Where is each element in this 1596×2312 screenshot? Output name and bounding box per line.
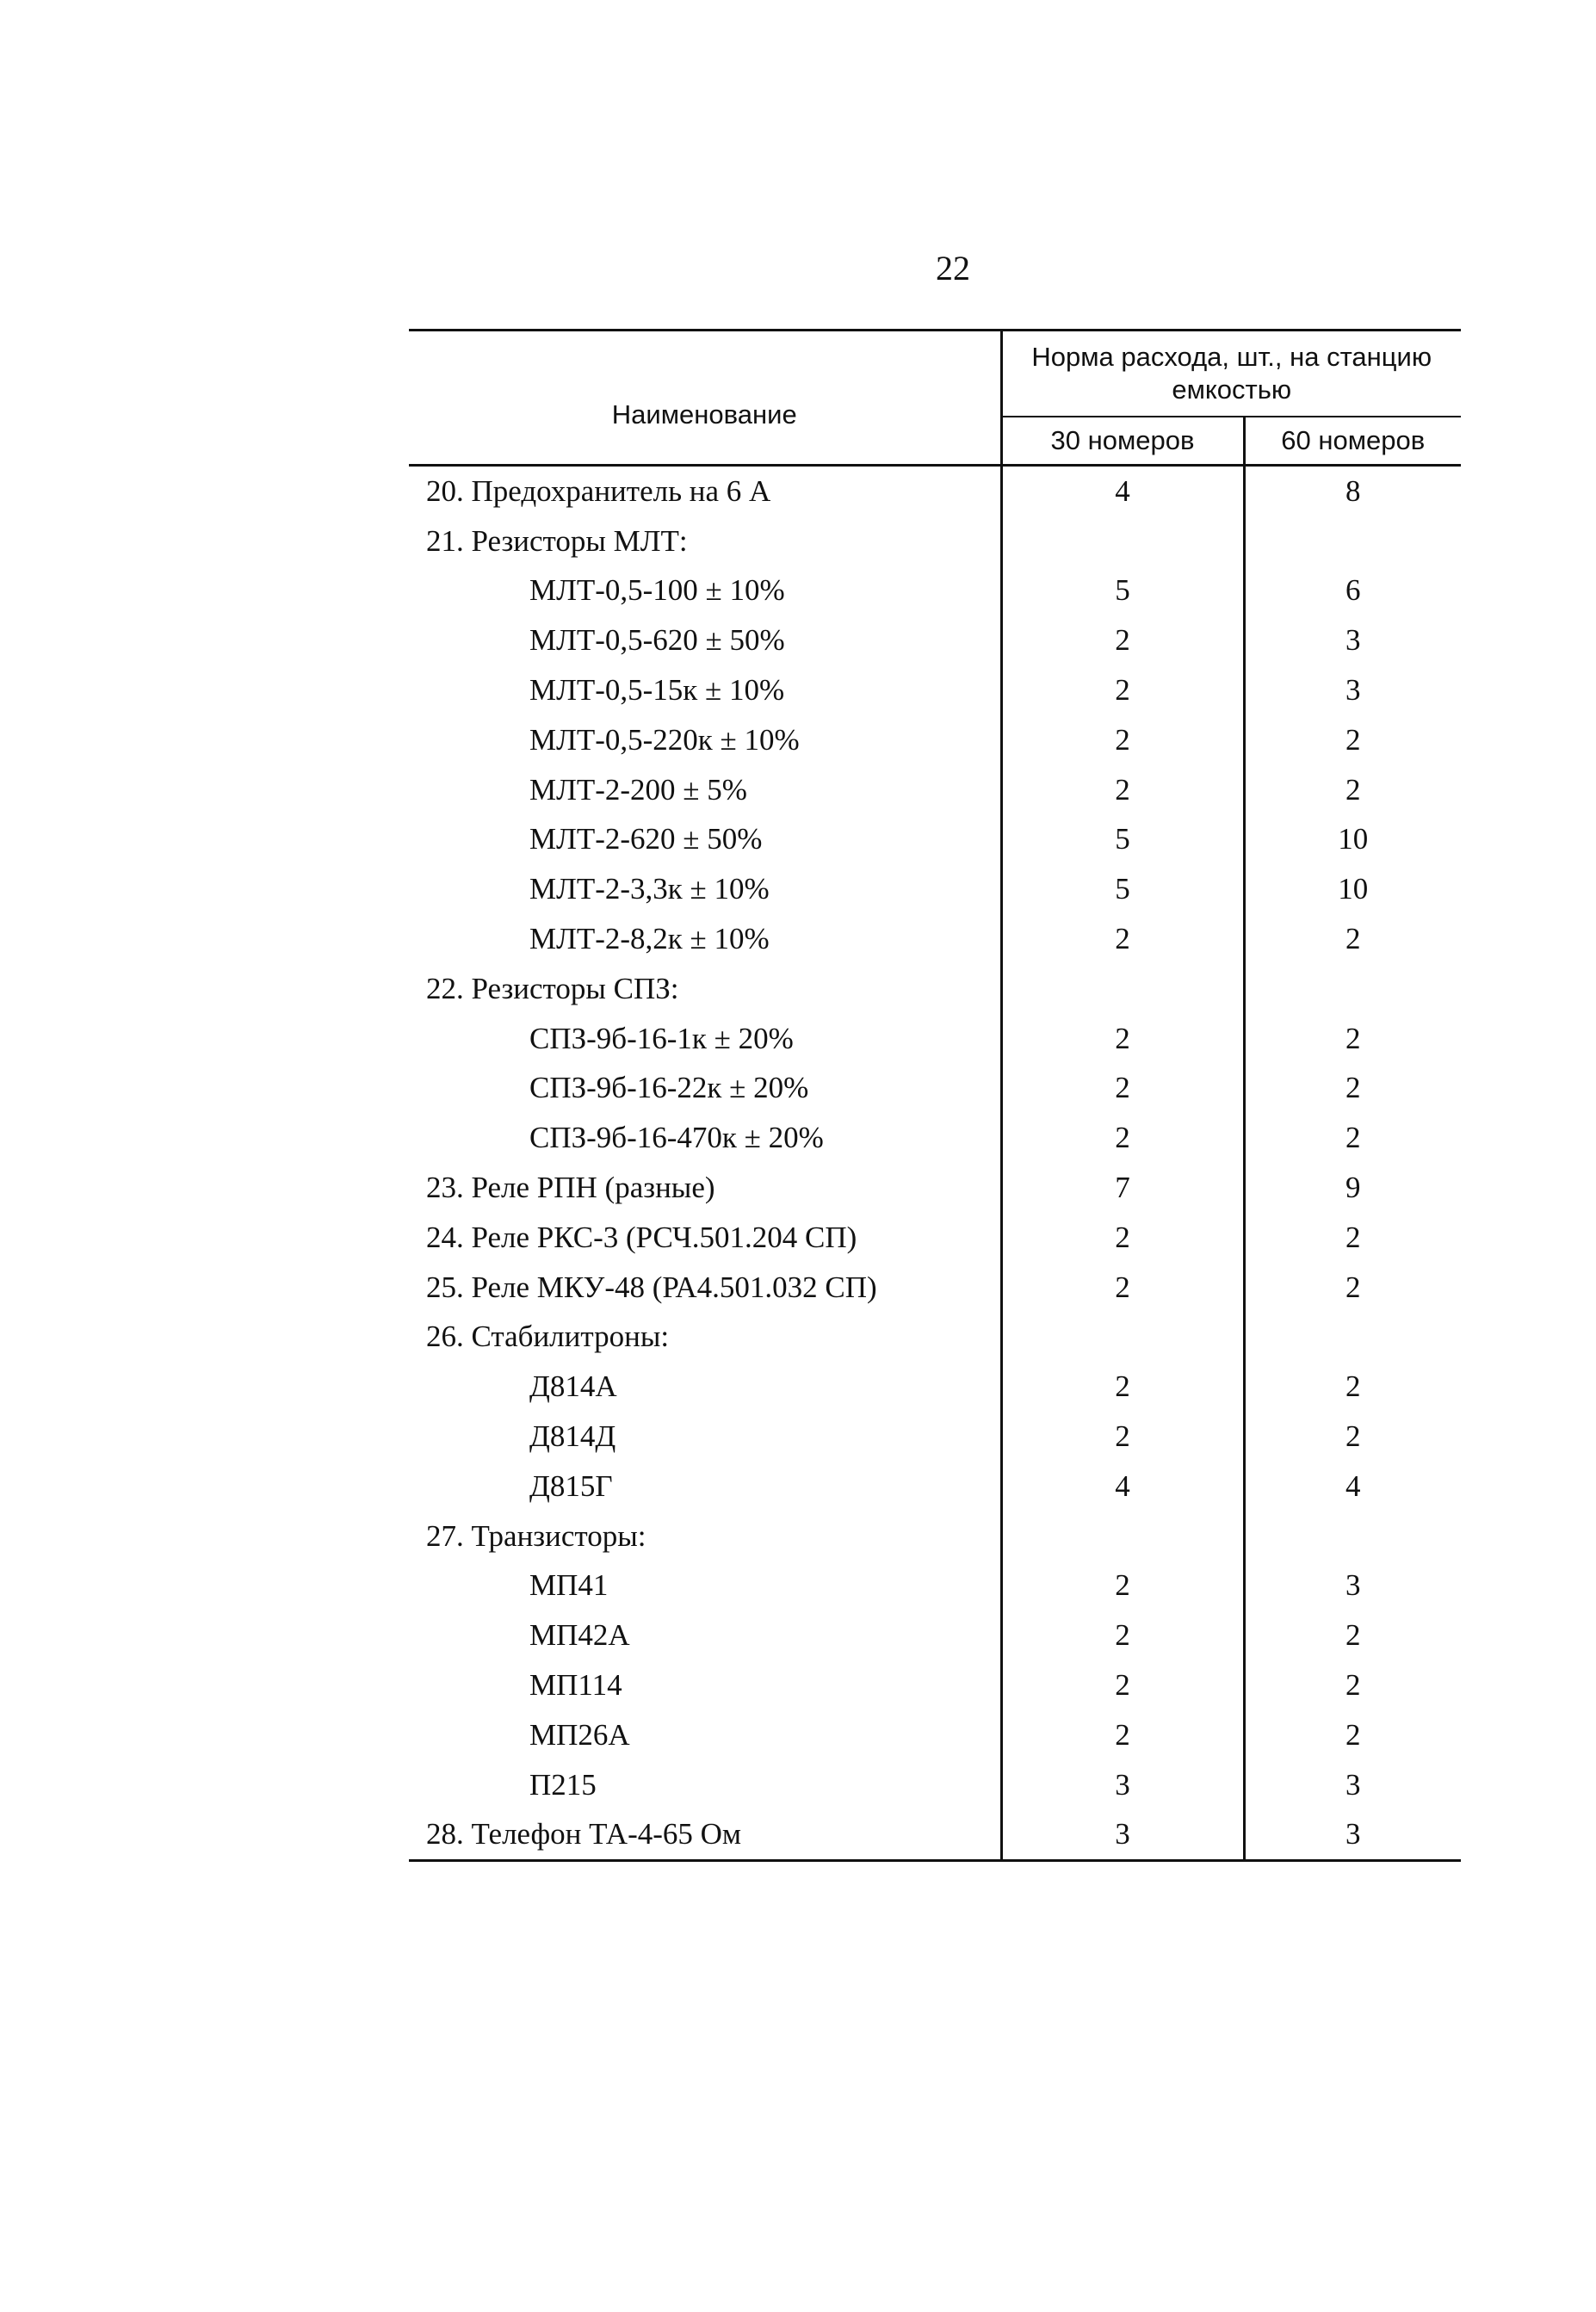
- item-name: 28. Телефон ТА-4-65 Ом: [409, 1810, 1001, 1861]
- item-name: МЛТ-2-200 ± 5%: [529, 772, 747, 807]
- item-name: 27. Транзисторы:: [426, 1518, 646, 1553]
- item-name: МП42А: [529, 1618, 630, 1653]
- table-row: [409, 864, 1461, 914]
- qty-60-numbers: 9: [1244, 1163, 1461, 1213]
- qty-60-numbers: 10: [1244, 815, 1461, 865]
- qty-30-numbers: 2: [1001, 1263, 1244, 1313]
- table-row: [409, 765, 1461, 815]
- qty-60-numbers: [1244, 516, 1461, 566]
- qty-60-numbers: 2: [1244, 1362, 1461, 1412]
- qty-60-numbers: [1244, 1511, 1461, 1561]
- table-row: [409, 1462, 1461, 1511]
- qty-30-numbers: [1001, 516, 1244, 566]
- table-row: [409, 1263, 1461, 1313]
- table-row: [409, 715, 1461, 765]
- header-60-numbers: 60 номеров: [1244, 417, 1461, 466]
- qty-60-numbers: 2: [1244, 765, 1461, 815]
- item-name: МЛТ-0,5-15к ± 10%: [529, 673, 785, 708]
- qty-30-numbers: [1001, 1511, 1244, 1561]
- item-name: СПЗ-9б-16-22к ± 20%: [529, 1071, 809, 1105]
- qty-30-numbers: 2: [1001, 1660, 1244, 1710]
- qty-30-numbers: 2: [1001, 1113, 1244, 1163]
- item-name: 20. Предохранитель на 6 А: [426, 473, 771, 508]
- item-name: МП26А: [529, 1717, 630, 1752]
- item-name: МП41: [529, 1568, 609, 1603]
- item-name: МЛТ-0,5-100 ± 10%: [529, 573, 785, 608]
- table-row: [409, 516, 1461, 566]
- qty-60-numbers: 2: [1244, 1064, 1461, 1114]
- table-header: [409, 331, 1461, 466]
- qty-60-numbers: 2: [1244, 1610, 1461, 1660]
- qty-30-numbers: 2: [1001, 765, 1244, 815]
- qty-30-numbers: 5: [1001, 815, 1244, 865]
- item-name: МЛТ-0,5-620 ± 50%: [529, 623, 785, 658]
- qty-60-numbers: 6: [1244, 566, 1461, 616]
- qty-60-numbers: 8: [1244, 466, 1461, 516]
- consumption-table: [409, 329, 1461, 1862]
- item-name: 24. Реле РКС-3 (РСЧ.501.204 СП): [426, 1220, 857, 1254]
- table-row: [409, 815, 1461, 865]
- header-name-column: Наименование: [409, 331, 1001, 466]
- header-norm-title: Норма расхода, шт., на станцию емкостью: [1001, 331, 1461, 417]
- norms-table: [409, 329, 1461, 1862]
- item-name: П215: [529, 1767, 597, 1802]
- qty-60-numbers: [1244, 964, 1461, 1014]
- qty-30-numbers: 2: [1001, 715, 1244, 765]
- qty-60-numbers: 2: [1244, 715, 1461, 765]
- qty-60-numbers: 2: [1244, 1113, 1461, 1163]
- table-row: [409, 566, 1461, 616]
- qty-30-numbers: 2: [1001, 1412, 1244, 1462]
- table-row: [409, 665, 1461, 715]
- qty-30-numbers: 3: [1001, 1810, 1244, 1861]
- item-name: МЛТ-0,5-220к ± 10%: [529, 722, 800, 757]
- table-row: [409, 1810, 1461, 1861]
- table-row: [409, 964, 1461, 1014]
- qty-60-numbers: [1244, 1313, 1461, 1363]
- qty-30-numbers: [1001, 1313, 1244, 1363]
- table-row: [409, 1760, 1461, 1810]
- qty-60-numbers: 3: [1244, 615, 1461, 665]
- qty-60-numbers: 3: [1244, 1810, 1461, 1861]
- table-row: [409, 1113, 1461, 1163]
- qty-30-numbers: 2: [1001, 615, 1244, 665]
- qty-60-numbers: 3: [1244, 1561, 1461, 1611]
- item-name: МЛТ-2-8,2к ± 10%: [529, 922, 770, 956]
- item-name: СПЗ-9б-16-1к ± 20%: [529, 1021, 794, 1055]
- item-name: 21. Резисторы МЛТ:: [426, 523, 688, 558]
- table-row: [409, 1710, 1461, 1760]
- header-30-numbers: 30 номеров: [1001, 417, 1244, 466]
- qty-60-numbers: 4: [1244, 1462, 1461, 1511]
- qty-30-numbers: 2: [1001, 1064, 1244, 1114]
- table-row: [409, 1163, 1461, 1213]
- item-name: МП114: [529, 1668, 622, 1703]
- table-row: [409, 1014, 1461, 1064]
- table-row: [409, 1313, 1461, 1363]
- qty-30-numbers: 2: [1001, 1014, 1244, 1064]
- qty-30-numbers: 4: [1001, 1462, 1244, 1511]
- qty-60-numbers: 2: [1244, 914, 1461, 964]
- qty-30-numbers: 7: [1001, 1163, 1244, 1213]
- item-name: 26. Стабилитроны:: [426, 1320, 670, 1354]
- item-name: Д814Д: [529, 1419, 616, 1454]
- table-row: [409, 466, 1461, 516]
- table-row: [409, 1213, 1461, 1263]
- qty-60-numbers: 2: [1244, 1213, 1461, 1263]
- qty-30-numbers: 2: [1001, 1610, 1244, 1660]
- qty-30-numbers: 2: [1001, 1561, 1244, 1611]
- table-row: [409, 615, 1461, 665]
- qty-60-numbers: 3: [1244, 665, 1461, 715]
- item-name: СПЗ-9б-16-470к ± 20%: [529, 1121, 824, 1155]
- table-row: [409, 1561, 1461, 1611]
- table-row: [409, 1412, 1461, 1462]
- table-row: [409, 1610, 1461, 1660]
- table-body: [409, 466, 1461, 1861]
- table-row: [409, 914, 1461, 964]
- qty-30-numbers: 5: [1001, 566, 1244, 616]
- qty-60-numbers: 2: [1244, 1660, 1461, 1710]
- qty-30-numbers: [1001, 964, 1244, 1014]
- item-name: 23. Реле РПН (разные): [426, 1171, 715, 1205]
- qty-60-numbers: 2: [1244, 1263, 1461, 1313]
- table-row: [409, 1362, 1461, 1412]
- qty-30-numbers: 2: [1001, 1362, 1244, 1412]
- qty-30-numbers: 2: [1001, 914, 1244, 964]
- table-row: [409, 1511, 1461, 1561]
- qty-60-numbers: 10: [1244, 864, 1461, 914]
- page-number: 22: [936, 249, 970, 287]
- table-row: [409, 1660, 1461, 1710]
- qty-60-numbers: 2: [1244, 1412, 1461, 1462]
- qty-60-numbers: 2: [1244, 1014, 1461, 1064]
- item-name: МЛТ-2-3,3к ± 10%: [529, 872, 770, 906]
- qty-30-numbers: 4: [1001, 466, 1244, 516]
- item-name: Д815Г: [529, 1468, 613, 1503]
- qty-60-numbers: 2: [1244, 1710, 1461, 1760]
- item-name: Д814А: [529, 1369, 617, 1404]
- qty-30-numbers: 2: [1001, 1213, 1244, 1263]
- qty-60-numbers: 3: [1244, 1760, 1461, 1810]
- table-row: [409, 1064, 1461, 1114]
- item-name: 25. Реле МКУ-48 (РА4.501.032 СП): [426, 1270, 877, 1304]
- qty-30-numbers: 2: [1001, 665, 1244, 715]
- qty-30-numbers: 5: [1001, 864, 1244, 914]
- qty-30-numbers: 3: [1001, 1760, 1244, 1810]
- item-name: 22. Резисторы СПЗ:: [426, 971, 679, 1005]
- item-name: МЛТ-2-620 ± 50%: [529, 822, 763, 856]
- qty-30-numbers: 2: [1001, 1710, 1244, 1760]
